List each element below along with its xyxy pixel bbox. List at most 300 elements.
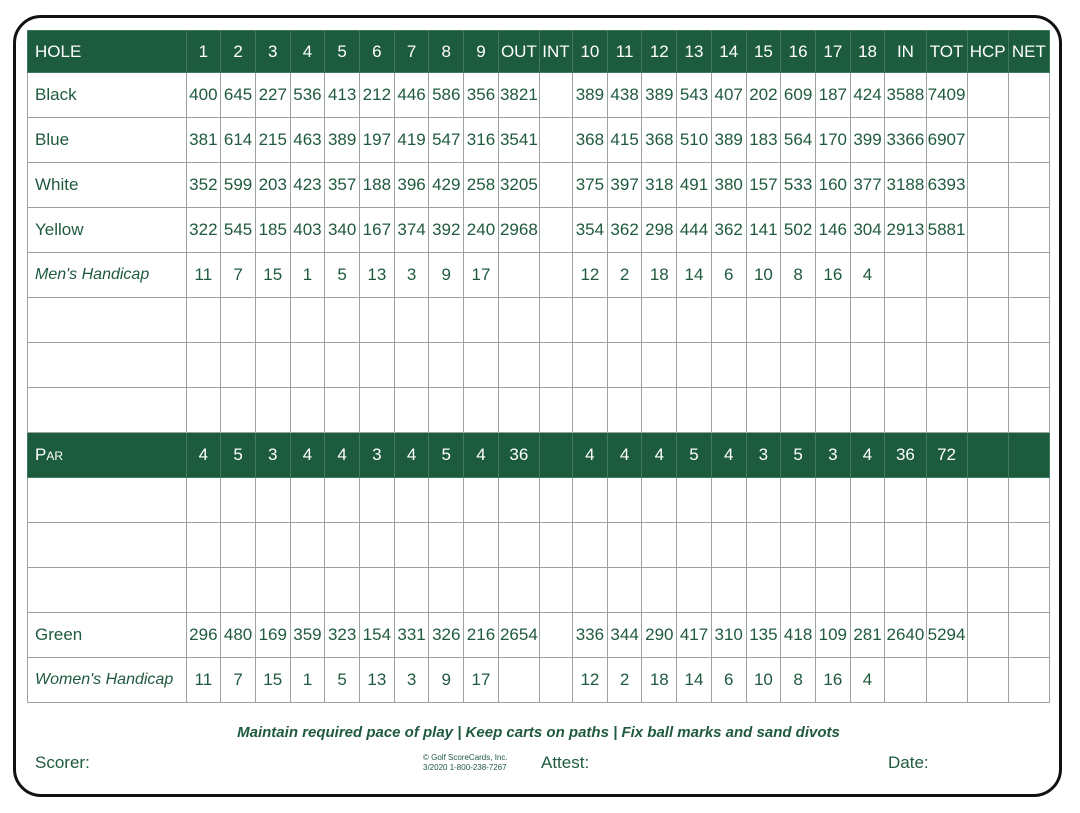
score-entry-cell <box>429 478 464 523</box>
hole-number: 5 <box>325 31 360 73</box>
score-cell: 5 <box>429 433 464 478</box>
int-label: INT <box>539 31 572 73</box>
score-cell: 547 <box>429 118 464 163</box>
hole-number: 11 <box>607 31 642 73</box>
hole-number: 15 <box>746 31 781 73</box>
score-cell: 1 <box>290 658 325 703</box>
score-cell: 7 <box>221 658 256 703</box>
score-cell: 424 <box>850 73 885 118</box>
score-cell: 10 <box>746 253 781 298</box>
hole-number: 7 <box>394 31 429 73</box>
score-entry-cell <box>781 478 816 523</box>
score-entry-cell <box>360 388 395 433</box>
hcp-cell <box>967 658 1008 703</box>
hole-number: 17 <box>815 31 850 73</box>
total-cell: 6907 <box>926 118 967 163</box>
score-entry-cell <box>1008 298 1049 343</box>
score-entry-cell <box>539 523 572 568</box>
score-entry-cell <box>815 298 850 343</box>
score-cell: 357 <box>325 163 360 208</box>
score-entry-cell <box>539 568 572 613</box>
player-row <box>28 523 1050 568</box>
out-cell <box>498 253 539 298</box>
hole-number: 6 <box>360 31 395 73</box>
hole-number: 16 <box>781 31 816 73</box>
score-entry-cell <box>221 343 256 388</box>
score-cell: 197 <box>360 118 395 163</box>
in-cell: 36 <box>885 433 926 478</box>
scorer-label: Scorer: <box>35 753 90 772</box>
player-row <box>28 478 1050 523</box>
score-cell: 543 <box>677 73 712 118</box>
score-entry-cell <box>498 388 539 433</box>
score-cell: 4 <box>573 433 608 478</box>
womens-handicap-row <box>28 658 1050 703</box>
score-cell: 141 <box>746 208 781 253</box>
score-cell: 5 <box>677 433 712 478</box>
score-cell: 11 <box>186 253 221 298</box>
hole-label: HOLE <box>28 31 187 73</box>
score-cell: 146 <box>815 208 850 253</box>
score-entry-cell <box>885 298 926 343</box>
score-entry-cell <box>464 478 499 523</box>
score-entry-cell <box>325 478 360 523</box>
score-cell: 359 <box>290 613 325 658</box>
int-cell <box>539 613 572 658</box>
score-entry-cell <box>815 568 850 613</box>
score-cell: 17 <box>464 253 499 298</box>
net-cell <box>1008 658 1049 703</box>
mens-handicap-row <box>28 253 1050 298</box>
credit-line-1: © Golf ScoreCards, Inc. <box>423 753 508 762</box>
score-entry-cell <box>1008 478 1049 523</box>
score-entry-cell <box>926 478 967 523</box>
score-cell: 187 <box>815 73 850 118</box>
score-entry-cell <box>642 343 677 388</box>
score-entry-cell <box>325 523 360 568</box>
int-cell <box>539 433 572 478</box>
score-entry-cell <box>711 523 746 568</box>
hcp-label: HCP <box>967 31 1008 73</box>
in-cell: 2640 <box>885 613 926 658</box>
score-cell: 389 <box>711 118 746 163</box>
score-cell: 400 <box>186 73 221 118</box>
score-entry-cell <box>255 523 290 568</box>
score-entry-cell <box>360 478 395 523</box>
score-entry-cell <box>711 478 746 523</box>
score-cell: 16 <box>815 253 850 298</box>
net-cell <box>1008 253 1049 298</box>
score-cell: 323 <box>325 613 360 658</box>
score-cell: 340 <box>325 208 360 253</box>
score-entry-cell <box>394 478 429 523</box>
credit-line-2: 3/2020 1-800-238-7267 <box>423 763 507 772</box>
score-entry-cell <box>607 478 642 523</box>
par-row <box>28 433 1050 478</box>
score-entry-cell <box>850 568 885 613</box>
net-cell <box>1008 208 1049 253</box>
score-cell: 326 <box>429 613 464 658</box>
score-cell: 419 <box>394 118 429 163</box>
score-entry-cell <box>967 568 1008 613</box>
score-cell: 614 <box>221 118 256 163</box>
printer-credit <box>423 753 508 773</box>
score-entry-cell <box>464 568 499 613</box>
score-cell: 10 <box>746 658 781 703</box>
score-cell: 545 <box>221 208 256 253</box>
score-entry-cell <box>498 523 539 568</box>
score-cell: 281 <box>850 613 885 658</box>
in-cell: 3366 <box>885 118 926 163</box>
score-entry-cell <box>850 298 885 343</box>
score-entry-cell <box>360 568 395 613</box>
row-label: Blue <box>28 118 187 163</box>
score-cell: 304 <box>850 208 885 253</box>
out-cell: 2654 <box>498 613 539 658</box>
score-entry-cell <box>967 298 1008 343</box>
course-policy-text: Maintain required pace of play | Keep carts on paths | Fix ball marks and sand divots <box>237 724 840 741</box>
score-entry-cell <box>394 298 429 343</box>
score-cell: 7 <box>221 253 256 298</box>
net-cell <box>1008 163 1049 208</box>
score-cell: 510 <box>677 118 712 163</box>
score-cell: 4 <box>607 433 642 478</box>
hcp-cell <box>967 73 1008 118</box>
score-cell: 202 <box>746 73 781 118</box>
out-label: OUT <box>498 31 539 73</box>
int-cell <box>539 253 572 298</box>
in-cell <box>885 253 926 298</box>
score-cell: 362 <box>607 208 642 253</box>
score-entry-cell <box>607 388 642 433</box>
score-cell: 318 <box>642 163 677 208</box>
int-cell <box>539 208 572 253</box>
score-cell: 4 <box>850 658 885 703</box>
out-cell: 3541 <box>498 118 539 163</box>
score-cell: 14 <box>677 253 712 298</box>
score-cell: 14 <box>677 658 712 703</box>
total-cell: 5881 <box>926 208 967 253</box>
score-entry-cell <box>746 388 781 433</box>
score-entry-cell <box>885 568 926 613</box>
attest-label: Attest: <box>541 753 590 772</box>
score-entry-cell <box>746 478 781 523</box>
score-cell: 599 <box>221 163 256 208</box>
score-cell: 109 <box>815 613 850 658</box>
score-entry-cell <box>429 343 464 388</box>
score-cell: 3 <box>746 433 781 478</box>
scorecard-table <box>27 30 1050 703</box>
score-cell: 212 <box>360 73 395 118</box>
hcp-cell <box>967 163 1008 208</box>
score-entry-cell <box>677 478 712 523</box>
tee-row-white <box>28 163 1050 208</box>
score-cell: 463 <box>290 118 325 163</box>
score-cell: 185 <box>255 208 290 253</box>
score-entry-cell <box>573 298 608 343</box>
player-name-cell <box>28 343 187 388</box>
score-cell: 322 <box>186 208 221 253</box>
score-entry-cell <box>967 343 1008 388</box>
score-entry-cell <box>850 388 885 433</box>
score-cell: 354 <box>573 208 608 253</box>
score-cell: 446 <box>394 73 429 118</box>
out-cell: 3821 <box>498 73 539 118</box>
score-entry-cell <box>255 568 290 613</box>
score-entry-cell <box>186 523 221 568</box>
score-entry-cell <box>464 343 499 388</box>
score-cell: 368 <box>573 118 608 163</box>
net-cell <box>1008 73 1049 118</box>
score-cell: 444 <box>677 208 712 253</box>
score-cell: 4 <box>394 433 429 478</box>
score-cell: 6 <box>711 658 746 703</box>
score-entry-cell <box>360 523 395 568</box>
score-entry-cell <box>926 343 967 388</box>
score-entry-cell <box>255 298 290 343</box>
score-entry-cell <box>255 388 290 433</box>
score-entry-cell <box>464 298 499 343</box>
score-cell: 13 <box>360 658 395 703</box>
score-cell: 1 <box>290 253 325 298</box>
row-label: Women's Handicap <box>28 658 187 703</box>
score-cell: 389 <box>325 118 360 163</box>
out-cell <box>498 658 539 703</box>
score-cell: 15 <box>255 253 290 298</box>
score-entry-cell <box>642 298 677 343</box>
score-cell: 4 <box>464 433 499 478</box>
score-cell: 167 <box>360 208 395 253</box>
score-entry-cell <box>967 478 1008 523</box>
score-entry-cell <box>394 523 429 568</box>
in-cell: 3588 <box>885 73 926 118</box>
row-label: White <box>28 163 187 208</box>
score-entry-cell <box>255 478 290 523</box>
score-entry-cell <box>186 343 221 388</box>
score-cell: 352 <box>186 163 221 208</box>
score-cell: 413 <box>325 73 360 118</box>
score-entry-cell <box>642 523 677 568</box>
score-entry-cell <box>815 523 850 568</box>
int-cell <box>539 118 572 163</box>
score-entry-cell <box>885 388 926 433</box>
score-cell: 423 <box>290 163 325 208</box>
score-entry-cell <box>926 298 967 343</box>
score-cell: 2 <box>607 658 642 703</box>
hcp-cell <box>967 253 1008 298</box>
score-entry-cell <box>926 568 967 613</box>
score-entry-cell <box>677 523 712 568</box>
score-entry-cell <box>290 388 325 433</box>
score-cell: 13 <box>360 253 395 298</box>
score-entry-cell <box>394 343 429 388</box>
total-cell <box>926 253 967 298</box>
score-entry-cell <box>464 388 499 433</box>
row-label: Men's Handicap <box>28 253 187 298</box>
score-entry-cell <box>325 343 360 388</box>
out-cell: 2968 <box>498 208 539 253</box>
score-entry-cell <box>573 343 608 388</box>
hole-number: 12 <box>642 31 677 73</box>
player-row <box>28 343 1050 388</box>
score-cell: 8 <box>781 253 816 298</box>
score-entry-cell <box>711 343 746 388</box>
score-cell: 183 <box>746 118 781 163</box>
score-cell: 240 <box>464 208 499 253</box>
score-cell: 502 <box>781 208 816 253</box>
date-label: Date: <box>888 753 929 772</box>
score-cell: 356 <box>464 73 499 118</box>
score-cell: 12 <box>573 658 608 703</box>
score-entry-cell <box>1008 523 1049 568</box>
score-entry-cell <box>885 523 926 568</box>
total-cell: 72 <box>926 433 967 478</box>
net-cell <box>1008 613 1049 658</box>
score-entry-cell <box>781 568 816 613</box>
score-cell: 296 <box>186 613 221 658</box>
score-cell: 12 <box>573 253 608 298</box>
score-entry-cell <box>573 478 608 523</box>
score-cell: 16 <box>815 658 850 703</box>
hcp-cell <box>967 118 1008 163</box>
hole-number: 18 <box>850 31 885 73</box>
total-cell <box>926 658 967 703</box>
hole-number: 10 <box>573 31 608 73</box>
score-entry-cell <box>1008 568 1049 613</box>
player-name-cell <box>28 523 187 568</box>
score-entry-cell <box>539 343 572 388</box>
score-entry-cell <box>885 343 926 388</box>
score-entry-cell <box>607 568 642 613</box>
score-cell: 215 <box>255 118 290 163</box>
score-entry-cell <box>815 388 850 433</box>
hole-number: 1 <box>186 31 221 73</box>
score-cell: 564 <box>781 118 816 163</box>
score-cell: 389 <box>642 73 677 118</box>
score-entry-cell <box>781 298 816 343</box>
score-cell: 586 <box>429 73 464 118</box>
score-entry-cell <box>607 343 642 388</box>
score-cell: 203 <box>255 163 290 208</box>
score-cell: 429 <box>429 163 464 208</box>
score-entry-cell <box>290 343 325 388</box>
out-cell: 3205 <box>498 163 539 208</box>
score-cell: 415 <box>607 118 642 163</box>
score-cell: 3 <box>394 253 429 298</box>
score-cell: 609 <box>781 73 816 118</box>
score-entry-cell <box>746 523 781 568</box>
row-label: Black <box>28 73 187 118</box>
score-entry-cell <box>850 478 885 523</box>
score-cell: 4 <box>850 433 885 478</box>
score-entry-cell <box>677 298 712 343</box>
tee-row-green <box>28 613 1050 658</box>
hole-number: 13 <box>677 31 712 73</box>
score-entry-cell <box>290 478 325 523</box>
player-row <box>28 388 1050 433</box>
tee-row-yellow <box>28 208 1050 253</box>
score-cell: 2 <box>607 253 642 298</box>
score-entry-cell <box>221 568 256 613</box>
score-entry-cell <box>290 568 325 613</box>
score-entry-cell <box>573 388 608 433</box>
score-cell: 169 <box>255 613 290 658</box>
score-entry-cell <box>967 523 1008 568</box>
score-cell: 258 <box>464 163 499 208</box>
score-entry-cell <box>290 298 325 343</box>
score-cell: 3 <box>815 433 850 478</box>
score-cell: 377 <box>850 163 885 208</box>
score-entry-cell <box>815 343 850 388</box>
score-entry-cell <box>607 523 642 568</box>
score-cell: 5 <box>781 433 816 478</box>
score-cell: 170 <box>815 118 850 163</box>
score-cell: 381 <box>186 118 221 163</box>
score-cell: 154 <box>360 613 395 658</box>
score-cell: 536 <box>290 73 325 118</box>
score-entry-cell <box>885 478 926 523</box>
scorecard-footer <box>27 716 1050 788</box>
score-entry-cell <box>1008 388 1049 433</box>
score-cell: 17 <box>464 658 499 703</box>
player-name-cell <box>28 298 187 343</box>
score-entry-cell <box>498 478 539 523</box>
score-entry-cell <box>290 523 325 568</box>
score-cell: 4 <box>325 433 360 478</box>
int-cell <box>539 73 572 118</box>
score-entry-cell <box>746 568 781 613</box>
hcp-cell <box>967 433 1008 478</box>
score-cell: 160 <box>815 163 850 208</box>
player-name-cell <box>28 478 187 523</box>
score-entry-cell <box>926 388 967 433</box>
score-entry-cell <box>429 388 464 433</box>
hole-number: 14 <box>711 31 746 73</box>
score-entry-cell <box>573 523 608 568</box>
score-entry-cell <box>642 388 677 433</box>
score-cell: 8 <box>781 658 816 703</box>
out-cell: 36 <box>498 433 539 478</box>
hole-header-row <box>28 31 1050 73</box>
score-entry-cell <box>221 478 256 523</box>
score-cell: 3 <box>360 433 395 478</box>
score-cell: 331 <box>394 613 429 658</box>
score-cell: 9 <box>429 253 464 298</box>
score-cell: 403 <box>290 208 325 253</box>
score-cell: 4 <box>642 433 677 478</box>
score-entry-cell <box>186 388 221 433</box>
score-entry-cell <box>746 343 781 388</box>
score-entry-cell <box>850 523 885 568</box>
score-entry-cell <box>711 298 746 343</box>
score-cell: 397 <box>607 163 642 208</box>
score-cell: 438 <box>607 73 642 118</box>
score-entry-cell <box>1008 343 1049 388</box>
hole-number: 2 <box>221 31 256 73</box>
score-cell: 392 <box>429 208 464 253</box>
score-cell: 290 <box>642 613 677 658</box>
score-entry-cell <box>186 568 221 613</box>
score-cell: 4 <box>711 433 746 478</box>
total-label: TOT <box>926 31 967 73</box>
total-cell: 5294 <box>926 613 967 658</box>
score-cell: 188 <box>360 163 395 208</box>
hole-number: 9 <box>464 31 499 73</box>
score-entry-cell <box>429 568 464 613</box>
score-entry-cell <box>539 478 572 523</box>
score-cell: 227 <box>255 73 290 118</box>
hole-number: 3 <box>255 31 290 73</box>
